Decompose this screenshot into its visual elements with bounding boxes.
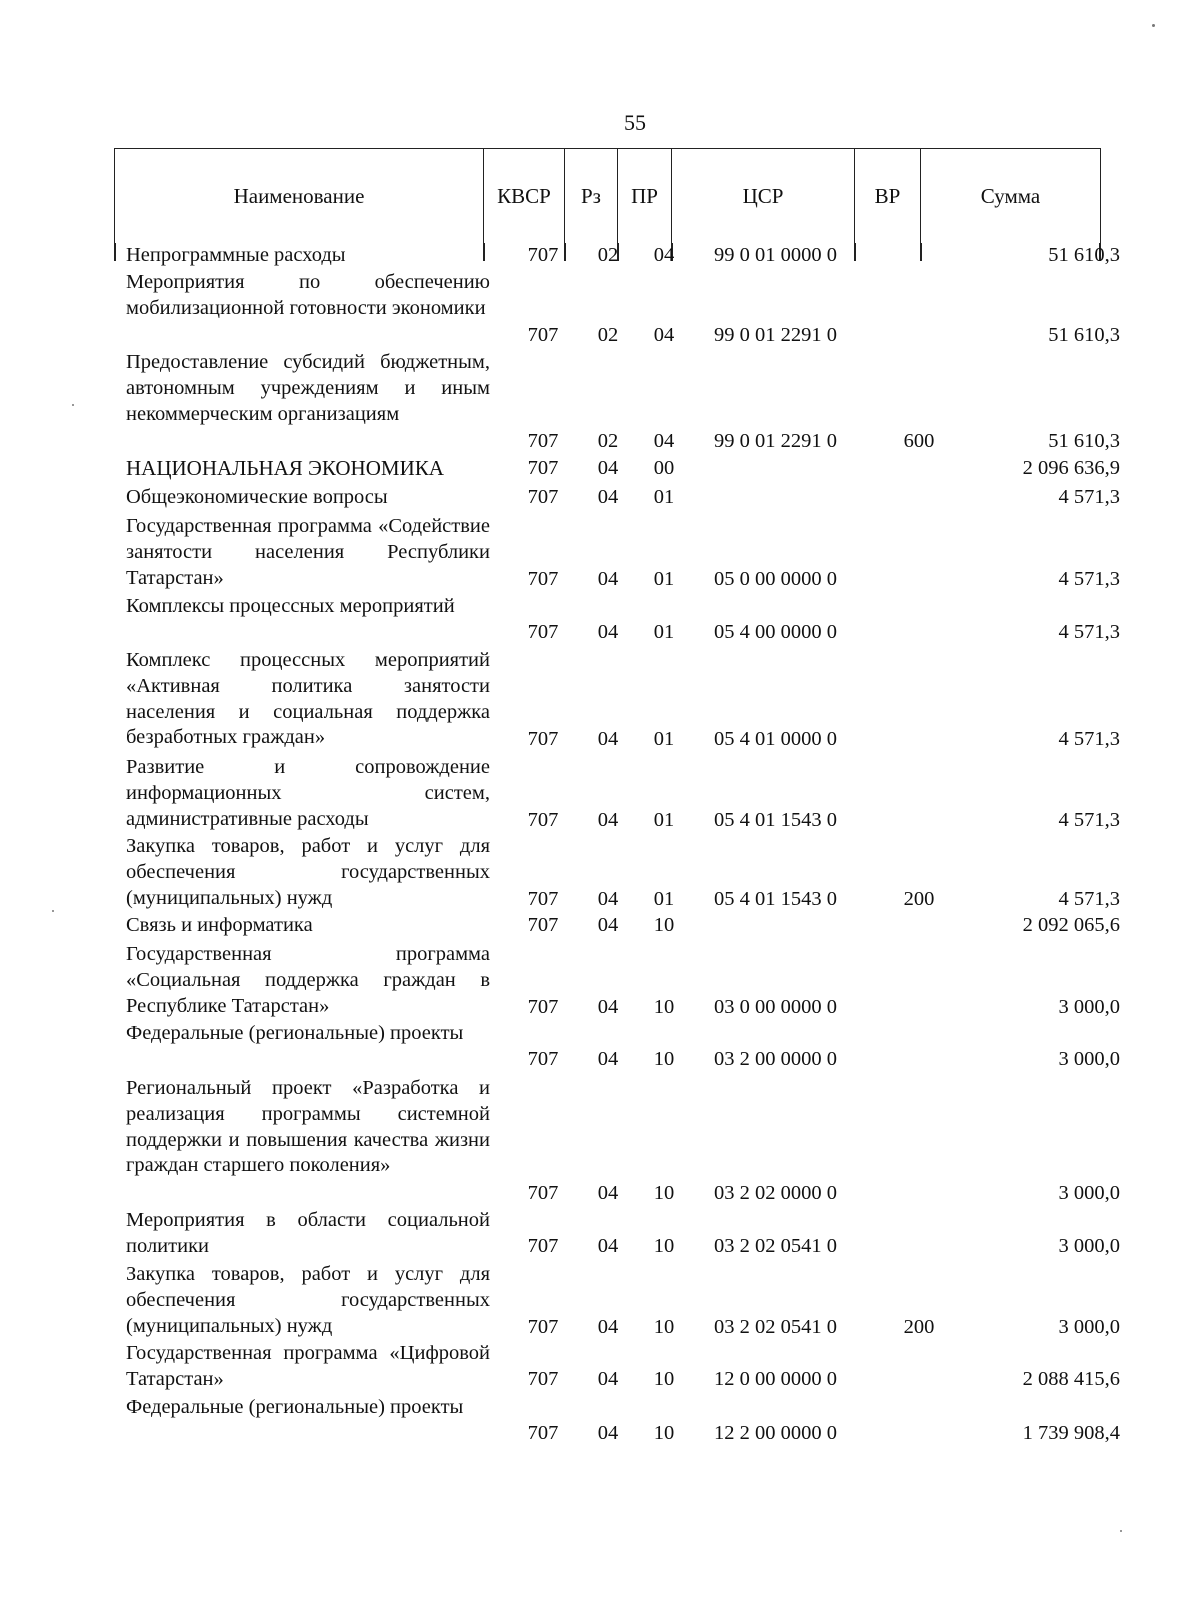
- table-row: [0, 243, 1200, 269]
- cell-csr: 03 0 00 0000 0: [714, 996, 837, 1019]
- cell-kvsr: 707: [527, 914, 559, 937]
- cell-sum: 2 088 415,6: [1022, 1368, 1120, 1391]
- cell-rz: 04: [597, 888, 619, 911]
- cell-sum: 4 571,3: [1058, 888, 1120, 911]
- cell-kvsr: 707: [527, 1048, 559, 1071]
- table-row: [0, 514, 1200, 593]
- cell-rz: 02: [597, 244, 619, 267]
- cell-name: Связь и информатика: [126, 914, 313, 936]
- cell-kvsr: 707: [527, 1182, 559, 1205]
- scan-speck: [72, 404, 74, 406]
- header-csr: ЦСР: [672, 149, 855, 244]
- cell-kvsr: 707: [527, 430, 559, 453]
- cell-kvsr: 707: [527, 1422, 559, 1445]
- cell-pr: 10: [653, 914, 675, 937]
- cell-pr: 10: [653, 1182, 675, 1205]
- cell-name: Закупка товаров, работ и услуг для обеспечения государственных (муниципальных) нужд: [126, 1263, 490, 1337]
- cell-csr: 05 4 00 0000 0: [714, 621, 837, 644]
- cell-sum: 51 610,3: [1048, 430, 1120, 453]
- cell-rz: 04: [597, 914, 619, 937]
- table-row: [0, 1076, 1200, 1207]
- cell-sum: 3 000,0: [1058, 1048, 1120, 1071]
- cell-name: Государственная программа «Цифровой Татарстан»: [126, 1342, 490, 1390]
- cell-pr: 10: [653, 1316, 675, 1339]
- cell-rz: 02: [597, 430, 619, 453]
- cell-sum: 3 000,0: [1058, 996, 1120, 1019]
- cell-vr: 200: [903, 888, 935, 911]
- cell-name: Федеральные (региональные) проекты: [126, 1022, 464, 1044]
- cell-kvsr: 707: [527, 728, 559, 751]
- cell-pr: 10: [653, 1422, 675, 1445]
- cell-name: Мероприятия в области социальной политики: [126, 1209, 490, 1257]
- cell-rz: 04: [597, 1048, 619, 1071]
- cell-kvsr: 707: [527, 324, 559, 347]
- cell-sum: 3 000,0: [1058, 1316, 1120, 1339]
- cell-kvsr: 707: [527, 996, 559, 1019]
- cell-kvsr: 707: [527, 568, 559, 591]
- cell-csr: 03 2 02 0541 0: [714, 1316, 837, 1339]
- cell-kvsr: 707: [527, 457, 559, 480]
- table-header: [114, 148, 1101, 244]
- table-row: [0, 648, 1200, 753]
- header-vr: ВР: [855, 149, 921, 244]
- cell-kvsr: 707: [527, 1235, 559, 1258]
- cell-sum: 4 571,3: [1058, 486, 1120, 509]
- cell-name: Предоставление субсидий бюджетным, автономным учреждениям и иным некоммерческим организациям: [126, 351, 490, 425]
- cell-csr: 99 0 01 0000 0: [714, 244, 837, 267]
- table-row: [0, 594, 1200, 646]
- cell-name: Развитие и сопровождение информационных систем, административные расходы: [126, 756, 490, 830]
- cell-rz: 04: [597, 1182, 619, 1205]
- cell-rz: 04: [597, 1422, 619, 1445]
- cell-name: Общеэкономические вопросы: [126, 486, 388, 508]
- cell-kvsr: 707: [527, 486, 559, 509]
- cell-csr: 05 4 01 1543 0: [714, 809, 837, 832]
- cell-name: Государственная программа «Социальная поддержка граждан в Республике Татарстан»: [126, 943, 490, 1017]
- cell-rz: 02: [597, 324, 619, 347]
- cell-pr: 01: [653, 568, 675, 591]
- cell-rz: 04: [597, 996, 619, 1019]
- cell-pr: 04: [653, 324, 675, 347]
- cell-rz: 04: [597, 1368, 619, 1391]
- cell-sum: 4 571,3: [1058, 621, 1120, 644]
- cell-name: Закупка товаров, работ и услуг для обеспечения государственных (муниципальных) нужд: [126, 835, 490, 909]
- header-sum: Сумма: [980, 184, 1041, 208]
- cell-name: Комплексы процессных мероприятий: [126, 595, 455, 617]
- cell-sum: 4 571,3: [1058, 809, 1120, 832]
- cell-kvsr: 707: [527, 1368, 559, 1391]
- cell-csr: 99 0 01 2291 0: [714, 430, 837, 453]
- cell-sum: 2 096 636,9: [1022, 457, 1120, 480]
- cell-kvsr: 707: [527, 244, 559, 267]
- cell-name: Региональный проект «Разработка и реализация программы системной поддержки и повышения качества жизни граждан старшего поколения»: [126, 1077, 490, 1177]
- cell-pr: 01: [653, 888, 675, 911]
- cell-rz: 04: [597, 457, 619, 480]
- table-row: [0, 913, 1200, 939]
- cell-pr: 10: [653, 1235, 675, 1258]
- cell-name: Государственная программа «Содействие занятости населения Республики Татарстан»: [126, 515, 490, 589]
- cell-pr: 01: [653, 728, 675, 751]
- cell-pr: 00: [653, 457, 675, 480]
- cell-pr: 10: [653, 1048, 675, 1071]
- cell-rz: 04: [597, 1235, 619, 1258]
- cell-pr: 01: [653, 809, 675, 832]
- cell-pr: 04: [653, 244, 675, 267]
- cell-sum: 51 610,3: [1048, 244, 1120, 267]
- cell-kvsr: 707: [527, 809, 559, 832]
- scan-speck: [52, 910, 54, 912]
- header-pr: ПР: [618, 149, 672, 244]
- cell-vr: 200: [903, 1316, 935, 1339]
- table-row: [0, 270, 1200, 349]
- cell-rz: 04: [597, 621, 619, 644]
- page-number: 55: [624, 110, 646, 135]
- cell-name: Непрограммные расходы: [126, 244, 346, 266]
- table-row: [0, 834, 1200, 913]
- header-rz: Рз: [565, 149, 618, 244]
- table-row: [0, 755, 1200, 834]
- cell-sum: 2 092 065,6: [1022, 914, 1120, 937]
- cell-rz: 04: [597, 728, 619, 751]
- cell-kvsr: 707: [527, 888, 559, 911]
- cell-sum: 4 571,3: [1058, 568, 1120, 591]
- table-row: [0, 1341, 1200, 1393]
- cell-sum: 4 571,3: [1058, 728, 1120, 751]
- scan-speck: [1120, 1530, 1122, 1532]
- cell-csr: 05 4 01 0000 0: [714, 728, 837, 751]
- cell-csr: 12 0 00 0000 0: [714, 1368, 837, 1391]
- header-kvsr: КВСР: [484, 149, 565, 244]
- cell-pr: 10: [653, 1368, 675, 1391]
- cell-csr: 05 4 01 1543 0: [714, 888, 837, 911]
- table-row: [0, 1021, 1200, 1073]
- cell-csr: 99 0 01 2291 0: [714, 324, 837, 347]
- cell-rz: 04: [597, 486, 619, 509]
- scan-speck: [1152, 24, 1155, 27]
- table-row: [0, 350, 1200, 455]
- cell-pr: 10: [653, 996, 675, 1019]
- header-name: Наименование: [115, 149, 484, 244]
- cell-sum: 1 739 908,4: [1022, 1422, 1120, 1445]
- cell-name: НАЦИОНАЛЬНАЯ ЭКОНОМИКА: [126, 456, 444, 480]
- cell-name: Мероприятия по обеспечению мобилизационной готовности экономики: [126, 271, 490, 319]
- cell-kvsr: 707: [527, 1316, 559, 1339]
- table-row: [0, 1262, 1200, 1341]
- cell-rz: 04: [597, 568, 619, 591]
- table-row: [0, 1208, 1200, 1260]
- cell-csr: 05 0 00 0000 0: [714, 568, 837, 591]
- table-row: [0, 485, 1200, 511]
- cell-pr: 01: [653, 486, 675, 509]
- cell-csr: 03 2 02 0000 0: [714, 1182, 837, 1205]
- cell-name: Федеральные (региональные) проекты: [126, 1396, 464, 1418]
- cell-rz: 04: [597, 809, 619, 832]
- cell-name: Комплекс процессных мероприятий «Активная политика занятости населения и социальная поддержка безработных граждан»: [126, 649, 490, 749]
- cell-sum: 51 610,3: [1048, 324, 1120, 347]
- cell-vr: 600: [903, 430, 935, 453]
- table-row: [0, 456, 1200, 482]
- cell-csr: 03 2 02 0541 0: [714, 1235, 837, 1258]
- cell-sum: 3 000,0: [1058, 1235, 1120, 1258]
- table-row: [0, 1395, 1200, 1447]
- cell-rz: 04: [597, 1316, 619, 1339]
- cell-sum: 3 000,0: [1058, 1182, 1120, 1205]
- cell-csr: 12 2 00 0000 0: [714, 1422, 837, 1445]
- cell-pr: 04: [653, 430, 675, 453]
- cell-csr: 03 2 00 0000 0: [714, 1048, 837, 1071]
- table-row: [0, 942, 1200, 1021]
- cell-pr: 01: [653, 621, 675, 644]
- cell-kvsr: 707: [527, 621, 559, 644]
